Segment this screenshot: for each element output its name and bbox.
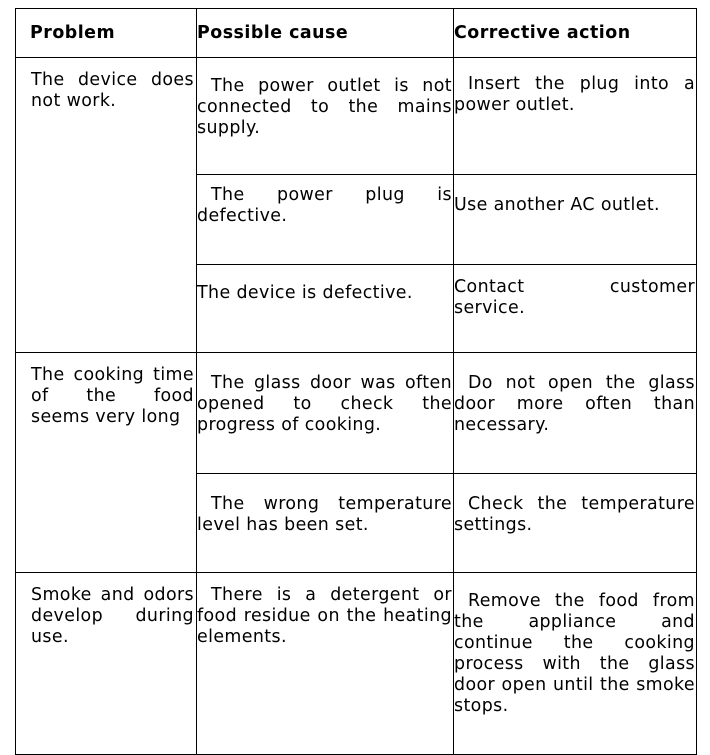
header-problem: Problem	[16, 9, 197, 58]
action-cell	[454, 58, 697, 175]
problem-text: The cooking time of the food seems very long	[31, 365, 194, 427]
problem-text: Smoke and odors develop during use.	[31, 585, 194, 647]
action-text: Insert the plug into a power outlet.	[454, 74, 695, 115]
cause-text: The wrong temperature level has been set.	[197, 494, 452, 535]
cause-cell	[197, 175, 454, 265]
problem-cell	[16, 353, 197, 573]
problem-cell	[16, 58, 197, 353]
action-text: Contact customer service.	[454, 277, 695, 318]
cause-cell	[197, 474, 454, 573]
cause-text: There is a detergent or food residue on the heating elements.	[197, 585, 452, 647]
action-cell	[454, 573, 697, 755]
action-cell	[454, 474, 697, 573]
cause-cell	[197, 353, 454, 474]
action-text: Check the temperature settings.	[454, 494, 695, 535]
cause-text: The power outlet is not connected to the mains supply.	[197, 76, 452, 138]
action-cell	[454, 353, 697, 474]
header-possible-cause: Possible cause	[197, 9, 454, 58]
cause-cell	[197, 265, 454, 353]
header-corrective-action: Corrective action	[454, 9, 697, 58]
action-cell	[454, 265, 697, 353]
action-cell	[454, 175, 697, 265]
action-text: Use another AC outlet.	[454, 195, 660, 215]
action-text: Remove the food from the appliance and continue the cooking process with the glass door open until the smoke stops.	[454, 591, 695, 716]
cause-text: The power plug is defective.	[197, 185, 452, 226]
action-text: Do not open the glass door more often than necessary.	[454, 373, 695, 435]
header-row	[16, 9, 697, 58]
cause-cell	[197, 573, 454, 755]
troubleshooting-table	[15, 8, 697, 755]
table-row	[16, 353, 697, 474]
cause-text: The device is defective.	[197, 283, 413, 303]
table-row	[16, 573, 697, 755]
cause-cell	[197, 58, 454, 175]
problem-text: The device does not work.	[31, 70, 194, 111]
table-row	[16, 58, 697, 175]
problem-cell	[16, 573, 197, 755]
cause-text: The glass door was often opened to check the progress of cooking.	[197, 373, 452, 435]
